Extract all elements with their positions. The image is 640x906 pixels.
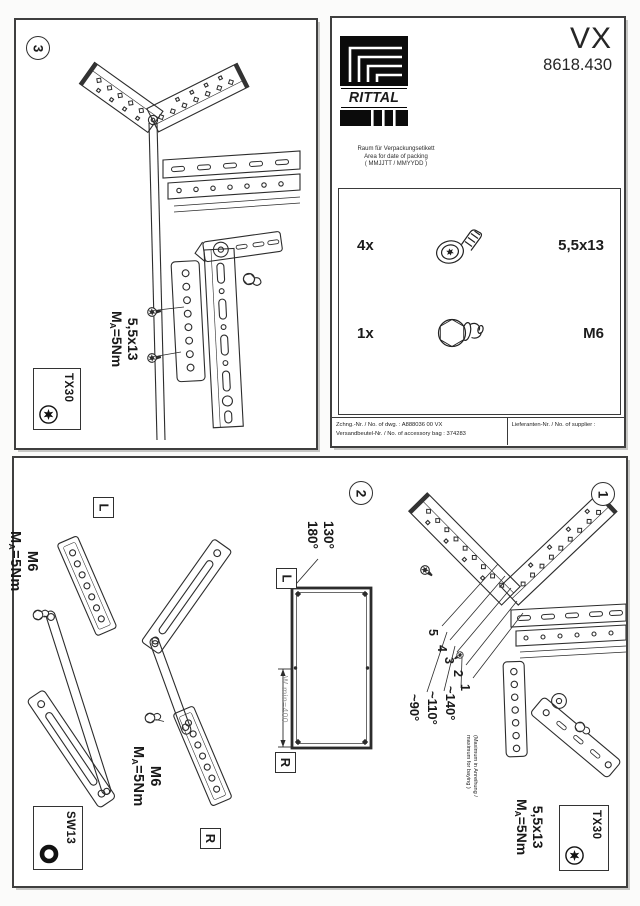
- screw-glyph: [147, 307, 161, 317]
- rail-left: [409, 493, 520, 605]
- step3-screw-torque-label: [107, 311, 141, 367]
- rail-right: [147, 63, 249, 131]
- m6-bolt-glyph: [242, 272, 262, 288]
- step3-number: 3: [30, 44, 46, 52]
- door-left-marker: L: [276, 568, 297, 589]
- step2-number: 2: [353, 489, 369, 497]
- stay-strip: [171, 261, 205, 382]
- drawing-footer: [332, 417, 624, 445]
- tool-name: SW13: [64, 811, 76, 845]
- angle-90-label: ~90°: [407, 694, 422, 722]
- packing-area-note: Raum für Verpackungsetikett Area for date of packing ( MMJJTT / MMYYDD ): [357, 146, 435, 167]
- step1-number-badge: [591, 482, 615, 506]
- footer-right-cell: Lieferanten-Nr. / No. of supplier :: [507, 418, 624, 445]
- torque-text: MA=5Nm: [107, 311, 125, 368]
- horizontal-rails: [163, 151, 300, 212]
- screw-glyph: [147, 353, 161, 363]
- part-size: 5,5x13: [558, 237, 604, 254]
- step1-number: 1: [595, 490, 611, 498]
- model-number: 8618.430: [543, 56, 612, 74]
- tool-name: TX30: [590, 810, 602, 840]
- part-size: M6: [583, 325, 604, 342]
- baying-note: (Maximum in Anreihung / maximum for baying ): [465, 735, 478, 797]
- hex-bolt-icon: [435, 309, 489, 357]
- callout-5: 5: [426, 629, 440, 636]
- corner-bracket: [530, 697, 622, 779]
- stay-strip: [503, 661, 527, 757]
- step1-screw-torque-label: 5,5x13 MA=5Nm: [512, 799, 546, 856]
- torx-tx30-icon: [38, 404, 59, 425]
- footer-left-cell: Zchng.-Nr. / No. of dwg. : A888036 00 VX Versandbeutel-Nr. / No. of accessory bag : 374283: [336, 422, 466, 437]
- hex-socket-sw13-icon: [38, 843, 60, 865]
- part-qty: 1x: [357, 325, 374, 342]
- screw-glyph: [419, 564, 435, 579]
- callout-2: 2: [451, 670, 465, 677]
- rail-left: [79, 62, 162, 132]
- callout-4: 4: [435, 645, 449, 652]
- torx-screw-icon: [431, 221, 489, 273]
- callout-leader-lines: [427, 564, 523, 692]
- opening-angle-label: 130° 180°: [305, 521, 336, 549]
- tool-box-tx30-step1: [559, 805, 609, 871]
- tool-box-tx30-step3: [33, 368, 81, 430]
- screw-size-text: 5,5x13: [125, 317, 141, 361]
- product-series: VX: [569, 22, 612, 55]
- door-right-marker: R: [275, 752, 296, 773]
- logo-bar-icon: [340, 110, 408, 126]
- tool-box-sw13: [33, 806, 83, 870]
- angle-110-label: ~110°: [425, 691, 440, 725]
- tool-name: TX30: [62, 373, 74, 403]
- step2-number-badge: [349, 481, 373, 505]
- step3-number-badge: [26, 36, 50, 60]
- bracket-assembly-left: [27, 536, 117, 809]
- m6-bolt-glyph: [144, 711, 161, 723]
- min-width-label: W min=400: [280, 676, 290, 723]
- part-qty: 4x: [357, 237, 374, 254]
- callout-1: 1: [458, 684, 472, 691]
- torx-tx30-icon: [564, 845, 585, 866]
- parts-list-box: [338, 188, 621, 415]
- frame-corner-drawing: [409, 493, 626, 779]
- bolt-torque-label-right: M6 MA=5Nm: [130, 746, 163, 807]
- left-bracket-marker: L: [93, 497, 114, 518]
- rittal-logo-icon: [340, 36, 408, 86]
- callout-3: 3: [442, 657, 456, 664]
- right-bracket-marker: R: [200, 828, 221, 849]
- frame-upright: [204, 248, 243, 427]
- angle-140-label: ~140°: [443, 686, 458, 721]
- corner-bracket: [194, 231, 283, 263]
- brand-name: RITTAL: [341, 88, 407, 108]
- bolt-torque-label-left: M6 MA=5Nm: [7, 531, 40, 592]
